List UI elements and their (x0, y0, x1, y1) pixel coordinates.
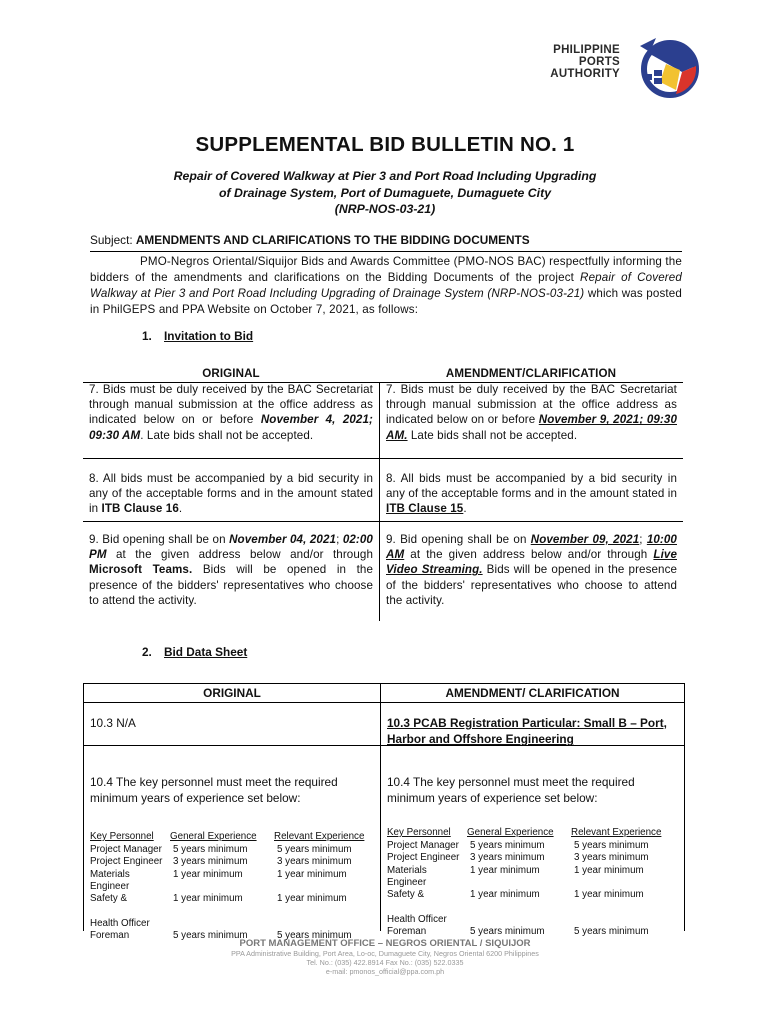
personnel-row (90, 856, 364, 868)
personnel-cell: 3 years minimum (173, 856, 248, 868)
personnel-cell (274, 918, 364, 930)
personnel-cell: Materials (387, 864, 427, 876)
personnel-cell: 5 years minimum (574, 840, 649, 852)
personnel-header-cell: General Experience (467, 827, 554, 838)
logo-line-2: PORTS (578, 56, 620, 68)
personnel-row (387, 852, 661, 864)
personnel-cell: 1 year minimum (470, 864, 540, 876)
personnel-cell: Safety & (387, 889, 425, 901)
personnel-header-cell: Key Personnel (387, 827, 451, 838)
personnel-cell (170, 918, 274, 930)
personnel-header-cell: General Experience (170, 831, 257, 842)
personnel-cell: 1 year minimum (277, 868, 347, 880)
amendment-cell: 10.3 PCAB Registration Particular: Small B – Port, Harbor and Offshore Engineering (380, 703, 684, 745)
personnel-cell: Health Officer (90, 918, 150, 930)
header-original: ORIGINAL (202, 367, 260, 380)
personnel-cell: 1 year minimum (470, 889, 540, 901)
intro-text-2: which was posted in PhilGEPS and PPA Website on October 7, 2021, as follows: (90, 287, 683, 316)
footer-email: e-mail: pmonos_official@ppa.com.ph (325, 967, 445, 976)
personnel-cell: Project Engineer (387, 852, 460, 864)
personnel-table (387, 827, 661, 951)
personnel-requirement-text: 10.4 The key personnel must meet the required minimum years of experience set below: (387, 775, 635, 805)
original-cell: 8. All bids must be accompanied by a bid security in any of the acceptable forms and in the amount stated in ITB Clause 16. (89, 472, 373, 516)
personnel-cell: Engineer (387, 876, 427, 888)
logo-line-3: AUTHORITY (550, 68, 620, 80)
table-row (83, 521, 683, 621)
original-cell: 7. Bids must be duly received by the BAC Secretariat through manual submission at the office address as indicated below on or before November 4, 2021; 09:30 AM. Late bids shall not be accepted. (89, 383, 373, 442)
personnel-cell (467, 877, 571, 889)
header-original: ORIGINAL (203, 686, 261, 700)
personnel-cell: 5 years minimum (470, 840, 545, 852)
table-header-row (84, 684, 684, 703)
table-row (84, 746, 684, 942)
header-amendment: AMENDMENT/ CLARIFICATION (380, 684, 684, 702)
personnel-row (387, 840, 661, 852)
bulletin-title: SUPPLEMENTAL BID BULLETIN NO. 1 (195, 133, 575, 156)
personnel-row (387, 865, 661, 877)
personnel-cell: 1 year minimum (277, 893, 347, 905)
section-label: Invitation to Bid (164, 329, 254, 343)
subject-divider (90, 251, 682, 252)
personnel-cell: 5 years minimum (173, 844, 248, 856)
section-number: 2. (142, 645, 152, 659)
footer-phone: Tel. No.: (035) 422.8914 Fax No.: (035) 522.0335 (306, 958, 464, 967)
original-cell: 10.3 N/A (90, 716, 136, 730)
original-cell: 9. Bid opening shall be on November 04, 2021; 02:00 PM at the given address below and/or through Microsoft Teams. Bids will be opened in the presence of the bidders' representatives who choose to attend the activity. (89, 533, 374, 607)
table-row (84, 703, 684, 746)
section-label: Bid Data Sheet (164, 645, 248, 659)
personnel-row (90, 918, 364, 930)
personnel-cell: 5 years minimum (277, 930, 352, 942)
intro-text-1: PMO-Negros Oriental/Siquijor Bids and Awards Committee (PMO-NOS BAC) respectfully informing the bidders of the amendments and clarifications on the Bidding Documents of the project (90, 255, 682, 284)
personnel-header-cell: Relevant Experience (274, 831, 365, 842)
amendment-cell: 9. Bid opening shall be on November 09, 2021; 10:00 AM at the given address below and/or through Live Video Streaming. Bids will be opened in the presence of the bidders' representatives who choose to attend the activity. (379, 521, 683, 621)
personnel-cell: 3 years minimum (470, 852, 545, 864)
personnel-row (90, 869, 364, 881)
personnel-cell: Project Engineer (90, 856, 163, 868)
personnel-header-row (387, 827, 661, 840)
subject-line (90, 233, 530, 247)
table-row (83, 382, 683, 459)
personnel-cell: Health Officer (387, 914, 447, 926)
section-heading-bid-data-sheet (142, 645, 247, 659)
original-cell (84, 746, 380, 942)
personnel-row (387, 889, 661, 914)
ppa-logo-text (550, 44, 620, 80)
page-footer (0, 938, 770, 976)
personnel-row (90, 893, 364, 918)
personnel-cell: Engineer (90, 880, 130, 892)
personnel-row (90, 844, 364, 856)
table-header-row (83, 366, 683, 383)
section-heading-invitation (142, 329, 253, 343)
personnel-header-cell: Relevant Experience (571, 827, 662, 838)
amendment-cell (380, 746, 684, 938)
subject-label: Subject: (90, 233, 136, 247)
personnel-cell (170, 881, 274, 893)
personnel-cell: Safety & (90, 893, 128, 905)
personnel-cell (571, 914, 661, 926)
personnel-cell: Foreman (90, 930, 130, 942)
personnel-table (90, 831, 364, 955)
project-title-line-1: Repair of Covered Walkway at Pier 3 and Port Road Including Upgrading (173, 169, 597, 183)
personnel-cell: 1 year minimum (173, 893, 243, 905)
personnel-header-cell: Key Personnel (90, 831, 154, 842)
personnel-cell: 1 year minimum (173, 868, 243, 880)
personnel-cell: Project Manager (90, 844, 162, 856)
personnel-cell: 5 years minimum (173, 930, 248, 942)
personnel-cell: 1 year minimum (574, 864, 644, 876)
personnel-cell: 3 years minimum (277, 856, 352, 868)
personnel-requirement-text: 10.4 The key personnel must meet the required minimum years of experience set below: (90, 775, 338, 805)
personnel-cell: 1 year minimum (574, 889, 644, 901)
amendment-cell: 8. All bids must be accompanied by a bid security in any of the acceptable forms and in the amount stated in ITB Clause 15. (379, 458, 683, 521)
personnel-cell: 5 years minimum (277, 844, 352, 856)
personnel-cell: 5 years minimum (574, 926, 649, 938)
footer-address: PPA Administrative Building, Port Area, Lo-oc, Dumaguete City, Negros Oriental 6200 Philippines (231, 949, 539, 958)
intro-paragraph (90, 254, 682, 318)
bid-data-sheet-table (83, 683, 685, 942)
personnel-header-row (90, 831, 364, 844)
personnel-cell (274, 881, 364, 893)
logo-line-1: PHILIPPINE (553, 44, 620, 56)
project-title-line-3: (NRP-NOS-03-21) (334, 202, 436, 216)
footer-office: PORT MANAGEMENT OFFICE – NEGROS ORIENTAL / SIQUIJOR (239, 938, 531, 949)
personnel-cell: Materials (90, 868, 130, 880)
personnel-cell: 3 years minimum (574, 852, 649, 864)
table-row (83, 458, 683, 522)
amendment-cell: 7. Bids must be duly received by the BAC Secretariat through manual submission at the office address as indicated below on or before November 9, 2021; 09:30 AM. Late bids shall not be accepted. (379, 382, 683, 458)
section-number: 1. (142, 329, 152, 343)
personnel-cell: 5 years minimum (470, 926, 545, 938)
personnel-cell (571, 877, 661, 889)
personnel-row (387, 914, 661, 926)
personnel-cell: Foreman (387, 926, 427, 938)
personnel-row (90, 881, 364, 893)
header-amendment: AMENDMENT/CLARIFICATION (445, 367, 617, 380)
personnel-row (387, 877, 661, 889)
ppa-logo-emblem-icon (636, 34, 704, 104)
subject-value: AMENDMENTS AND CLARIFICATIONS TO THE BIDDING DOCUMENTS (135, 233, 530, 247)
personnel-cell (467, 914, 571, 926)
project-title (120, 168, 650, 218)
project-title-line-2: of Drainage System, Port of Dumaguete, Dumaguete City (218, 185, 552, 200)
personnel-cell: Project Manager (387, 840, 459, 852)
intro-project-name: Repair of Covered Walkway at Pier 3 and Port Road Including Upgrading of Drainage System (NRP-NOS-03-21) (90, 271, 682, 300)
